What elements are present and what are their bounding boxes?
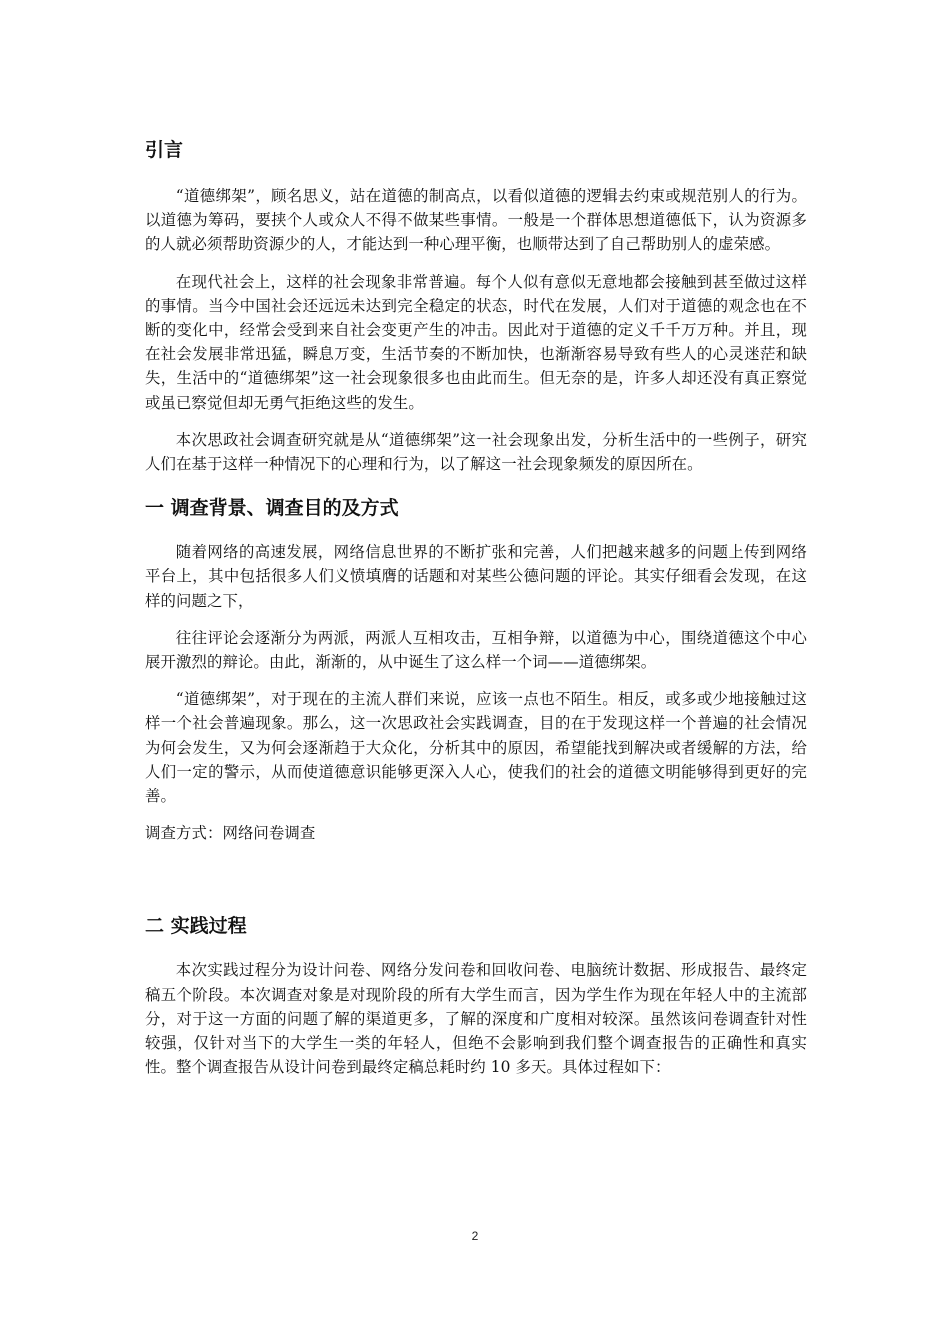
paragraph: 在现代社会上，这样的社会现象非常普遍。每个人似有意似无意地都会接触到甚至做过这样的事情。当今中国社会还远远未达到完全稳定的状态，时代在发展，人们对于道德的观念也在不断的变化中，经常会受到来自社会变更产生的冲击。因此对于道德的定义千千万万种。并且，现在社会发展非常迅猛，瞬息万变，生活节奏的不断加快，也渐渐容易导致有些人的心灵迷茫和缺失，生活中的“道德绑架”这一社会现象很多也由此而生。但无奈的是，许多人却还没有真正察觉或虽已察觉但却无勇气拒绝这些的发生。: [145, 272, 807, 412]
section-heading-background: 一 调查背景、调查目的及方式: [145, 497, 399, 520]
paragraph: “道德绑架”，顾名思义，站在道德的制高点，以看似道德的逻辑去约束或规范别人的行为。以道德为筹码，要挟个人或众人不得不做某些事情。一般是一个群体思想道德低下，认为资源多的人就必须帮助资源少的人，才能达到一种心理平衡，也顺带达到了自己帮助别人的虚荣感。: [145, 187, 807, 254]
page-number: 2: [471, 1229, 479, 1243]
section-heading-process: 二 实践过程: [145, 915, 247, 938]
paragraph: 往往评论会逐渐分为两派，两派人互相攻击，互相争辩，以道德为中心，围绕道德这个中心展开激烈的辩论。由此，渐渐的，从中诞生了这么样一个词——道德绑架。: [145, 628, 807, 672]
paragraph: 随着网络的高速发展，网络信息世界的不断扩张和完善，人们把越来越多的问题上传到网络平台上，其中包括很多人们义愤填膺的话题和对某些公德问题的评论。其实仔细看会发现，在这样的问题之下，: [145, 543, 807, 610]
paragraph: “道德绑架”，对于现在的主流人群们来说，应该一点也不陌生。相反，或多或少地接触过这样一个社会普遍现象。那么，这一次思政社会实践调查，目的在于发现这样一个普遍的社会情况为何会发生，又为何会逐渐趋于大众化，分析其中的原因，希望能找到解决或者缓解的方法，给人们一定的警示，从而使道德意识能够更深入人心，使我们的社会的道德文明能够得到更好的完善。: [145, 690, 807, 806]
document-body: [145, 138, 807, 1079]
paragraph: 本次思政社会调查研究就是从“道德绑架”这一社会现象出发，分析生活中的一些例子，研究人们在基于这样一种情况下的心理和行为，以了解这一社会现象频发的原因所在。: [145, 430, 807, 474]
section-heading-intro: 引言: [145, 139, 184, 161]
survey-method-line: 调查方式：网络问卷调查: [145, 824, 316, 843]
paragraph: 本次实践过程分为设计问卷、网络分发问卷和回收问卷、电脑统计数据、形成报告、最终定稿五个阶段。本次调查对象是对现阶段的所有大学生而言，因为学生作为现在年轻人中的主流部分，对于这一方面的问题了解的渠道更多，了解的深度和广度相对较深。虽然该问卷调查针对性较强，仅针对当下的大学生一类的年轻人，但绝不会影响到我们整个调查报告的正确性和真实性。整个调查报告从设计问卷到最终定稿总耗时约 10 多天。具体过程如下：: [145, 961, 807, 1077]
